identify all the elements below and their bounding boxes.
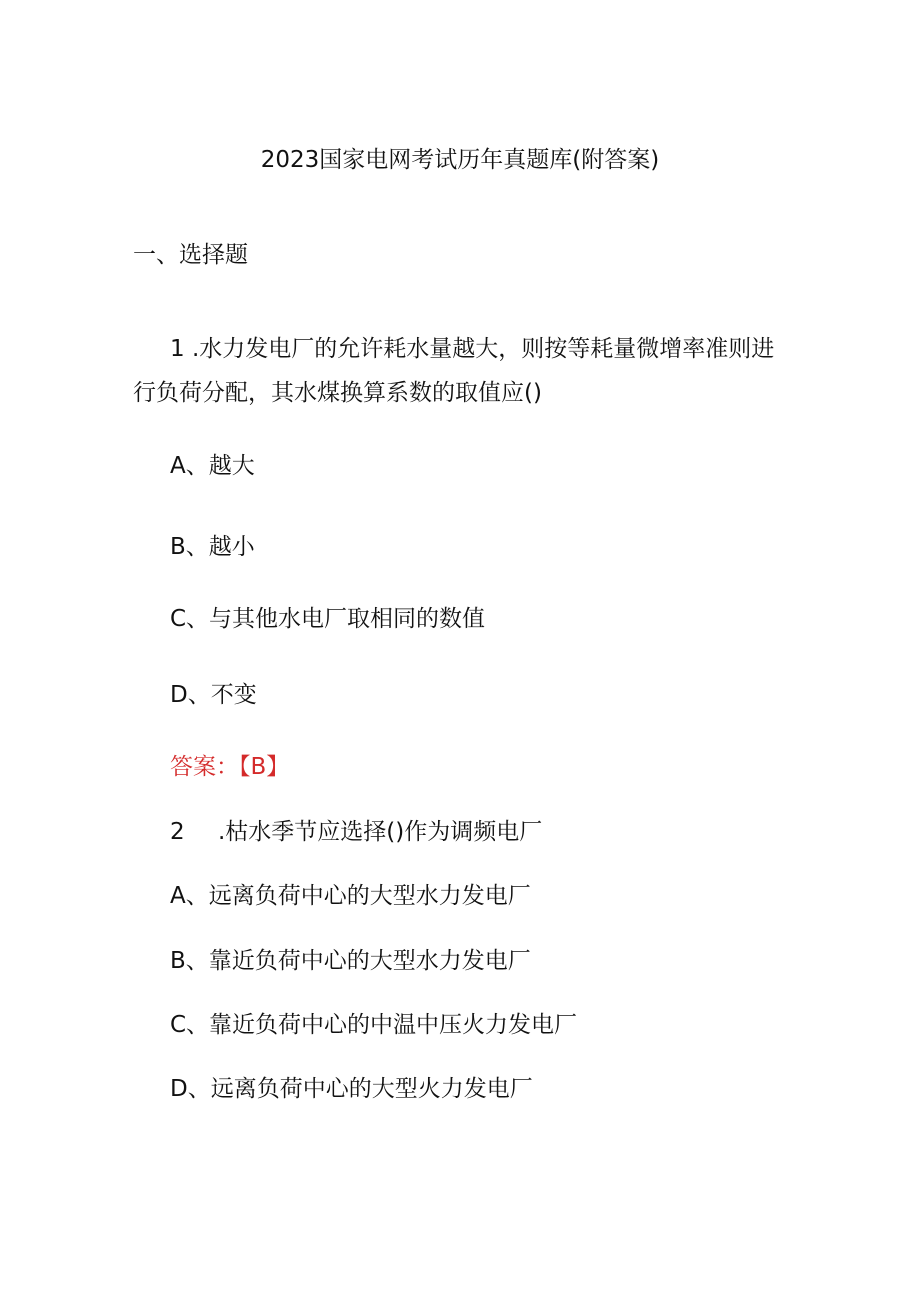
section-heading: 一、选择题 bbox=[133, 242, 248, 268]
question-1-text-start: .水力发电厂的允许耗水量越大，则按等耗量微增率准则进 bbox=[191, 336, 775, 362]
question-1-text-line2: 行负荷分配，其水煤换算系数的取值应() bbox=[133, 380, 542, 406]
question-2-option-b: B、靠近负荷中心的大型水力发电厂 bbox=[170, 948, 531, 974]
question-2-text: .枯水季节应选择()作为调频电厂 bbox=[218, 819, 543, 845]
question-2-option-c: C、靠近负荷中心的中温中压火力发电厂 bbox=[170, 1012, 578, 1038]
question-2-option-d: D、远离负荷中心的大型火力发电厂 bbox=[170, 1076, 533, 1102]
question-1-answer: 答案：【B】 bbox=[170, 754, 290, 780]
question-1-option-d: D、不变 bbox=[170, 682, 257, 708]
question-1-option-a: A、越大 bbox=[170, 453, 255, 479]
question-2-number: 2 bbox=[170, 819, 185, 845]
document-title: 2023国家电网考试历年真题库(附答案) bbox=[260, 147, 660, 173]
question-1-option-c: C、与其他水电厂取相同的数值 bbox=[170, 606, 486, 632]
question-1-option-b: B、越小 bbox=[170, 534, 255, 560]
question-2-option-a: A、远离负荷中心的大型水力发电厂 bbox=[170, 883, 531, 909]
question-1-number: 1 bbox=[170, 336, 185, 362]
question-1-text-line1 bbox=[170, 334, 774, 364]
